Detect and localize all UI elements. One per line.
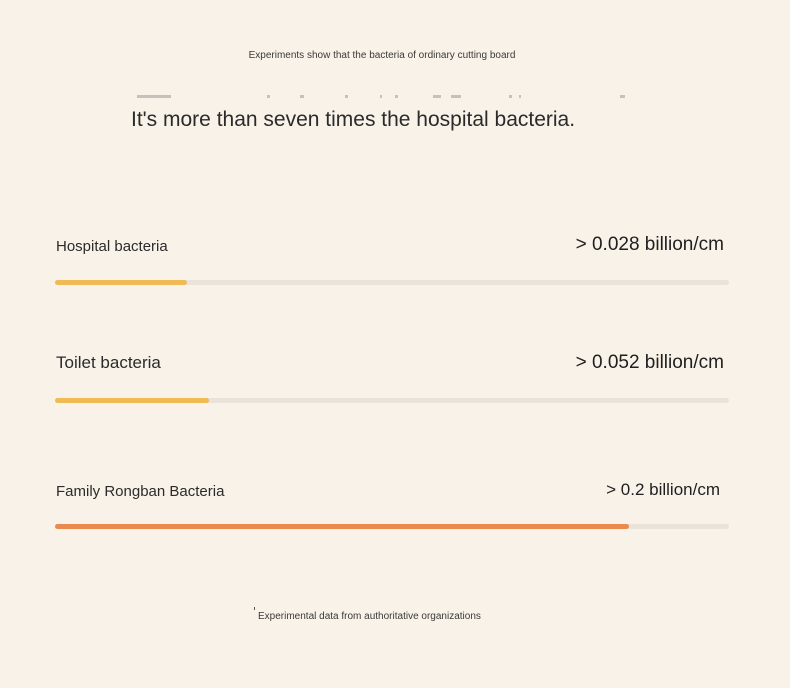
footnote-mark <box>254 607 255 610</box>
bar-label-toilet: Toilet bacteria <box>56 353 161 372</box>
decorative-strip <box>135 95 625 101</box>
footnote: Experimental data from authoritative organizations <box>258 611 481 622</box>
value-label-hospital: > 0.028 billion/cm <box>575 234 724 255</box>
bar-track-toilet <box>55 398 729 403</box>
value-label-toilet: > 0.052 billion/cm <box>575 352 724 373</box>
bar-fill-hospital <box>55 280 187 285</box>
subtitle: Experiments show that the bacteria of ordinary cutting board <box>248 50 516 61</box>
value-label-family-rongban: > 0.2 billion/cm <box>606 480 720 499</box>
bar-label-family-rongban: Family Rongban Bacteria <box>56 483 225 500</box>
bar-fill-family-rongban <box>55 524 629 529</box>
headline: It's more than seven times the hospital bacteria. <box>131 108 576 131</box>
bar-track-family-rongban <box>55 524 729 529</box>
bar-label-hospital: Hospital bacteria <box>56 238 168 255</box>
bar-fill-toilet <box>55 398 209 403</box>
bar-track-hospital <box>55 280 729 285</box>
